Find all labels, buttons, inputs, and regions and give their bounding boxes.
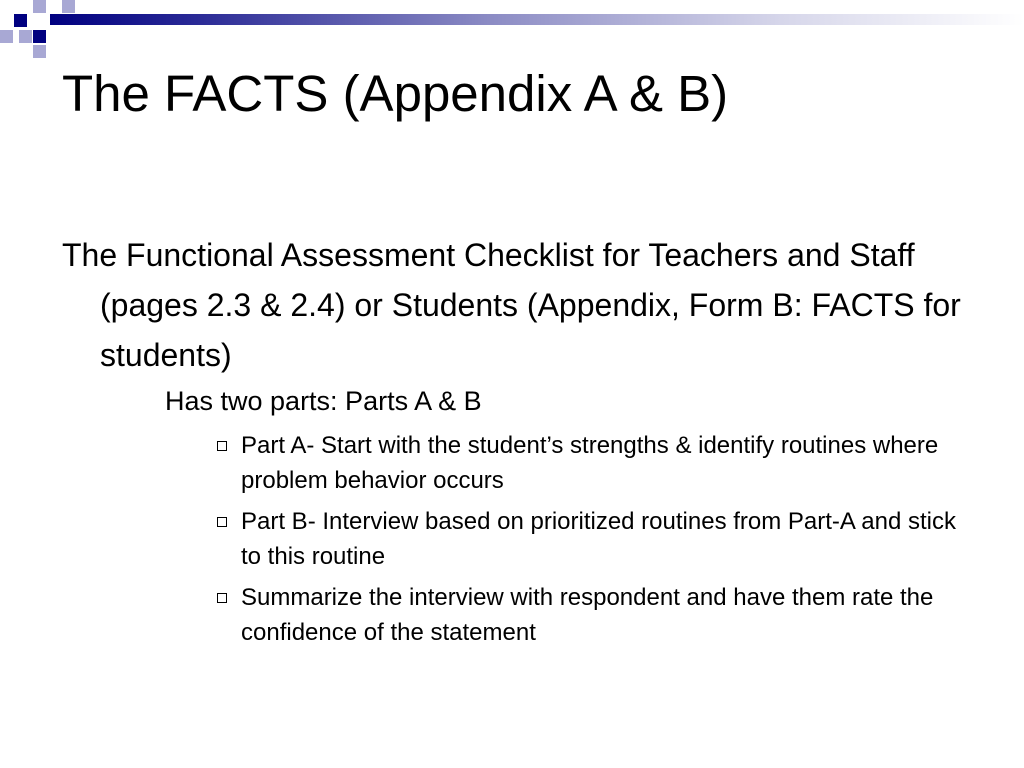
decor-square: [19, 30, 32, 43]
hollow-square-bullet-icon: [217, 517, 227, 527]
decor-square: [33, 45, 46, 58]
bullet-level3-text: Part B- Interview based on prioritized routines from Part-A and stick to this routine: [241, 508, 956, 570]
bullet-level3-item: [214, 428, 974, 498]
bullet-level2: Has two parts: Parts A & B: [165, 386, 482, 416]
slide-title: The FACTS (Appendix A & B): [62, 65, 729, 122]
bullet-level3-list: [214, 428, 974, 656]
decor-square: [33, 0, 46, 13]
bullet-level1: The Functional Assessment Checklist for Teachers and Staff (pages 2.3 & 2.4) or Students (Appendix, Form B: FACTS for students): [62, 237, 961, 373]
decor-square: [62, 0, 75, 13]
header-gradient-bar: [50, 14, 1024, 25]
bullet-level3-text: Summarize the interview with respondent and have them rate the confidence of the statement: [241, 584, 934, 646]
bullet-level3-item: [214, 580, 974, 650]
decor-square: [33, 30, 46, 43]
decor-square: [14, 14, 27, 27]
hollow-square-bullet-icon: [217, 593, 227, 603]
decor-square: [0, 30, 13, 43]
bullet-level3-item: [214, 504, 974, 574]
hollow-square-bullet-icon: [217, 441, 227, 451]
bullet-level3-text: Part A- Start with the student’s strengths & identify routines where problem behavior occurs: [241, 432, 939, 494]
